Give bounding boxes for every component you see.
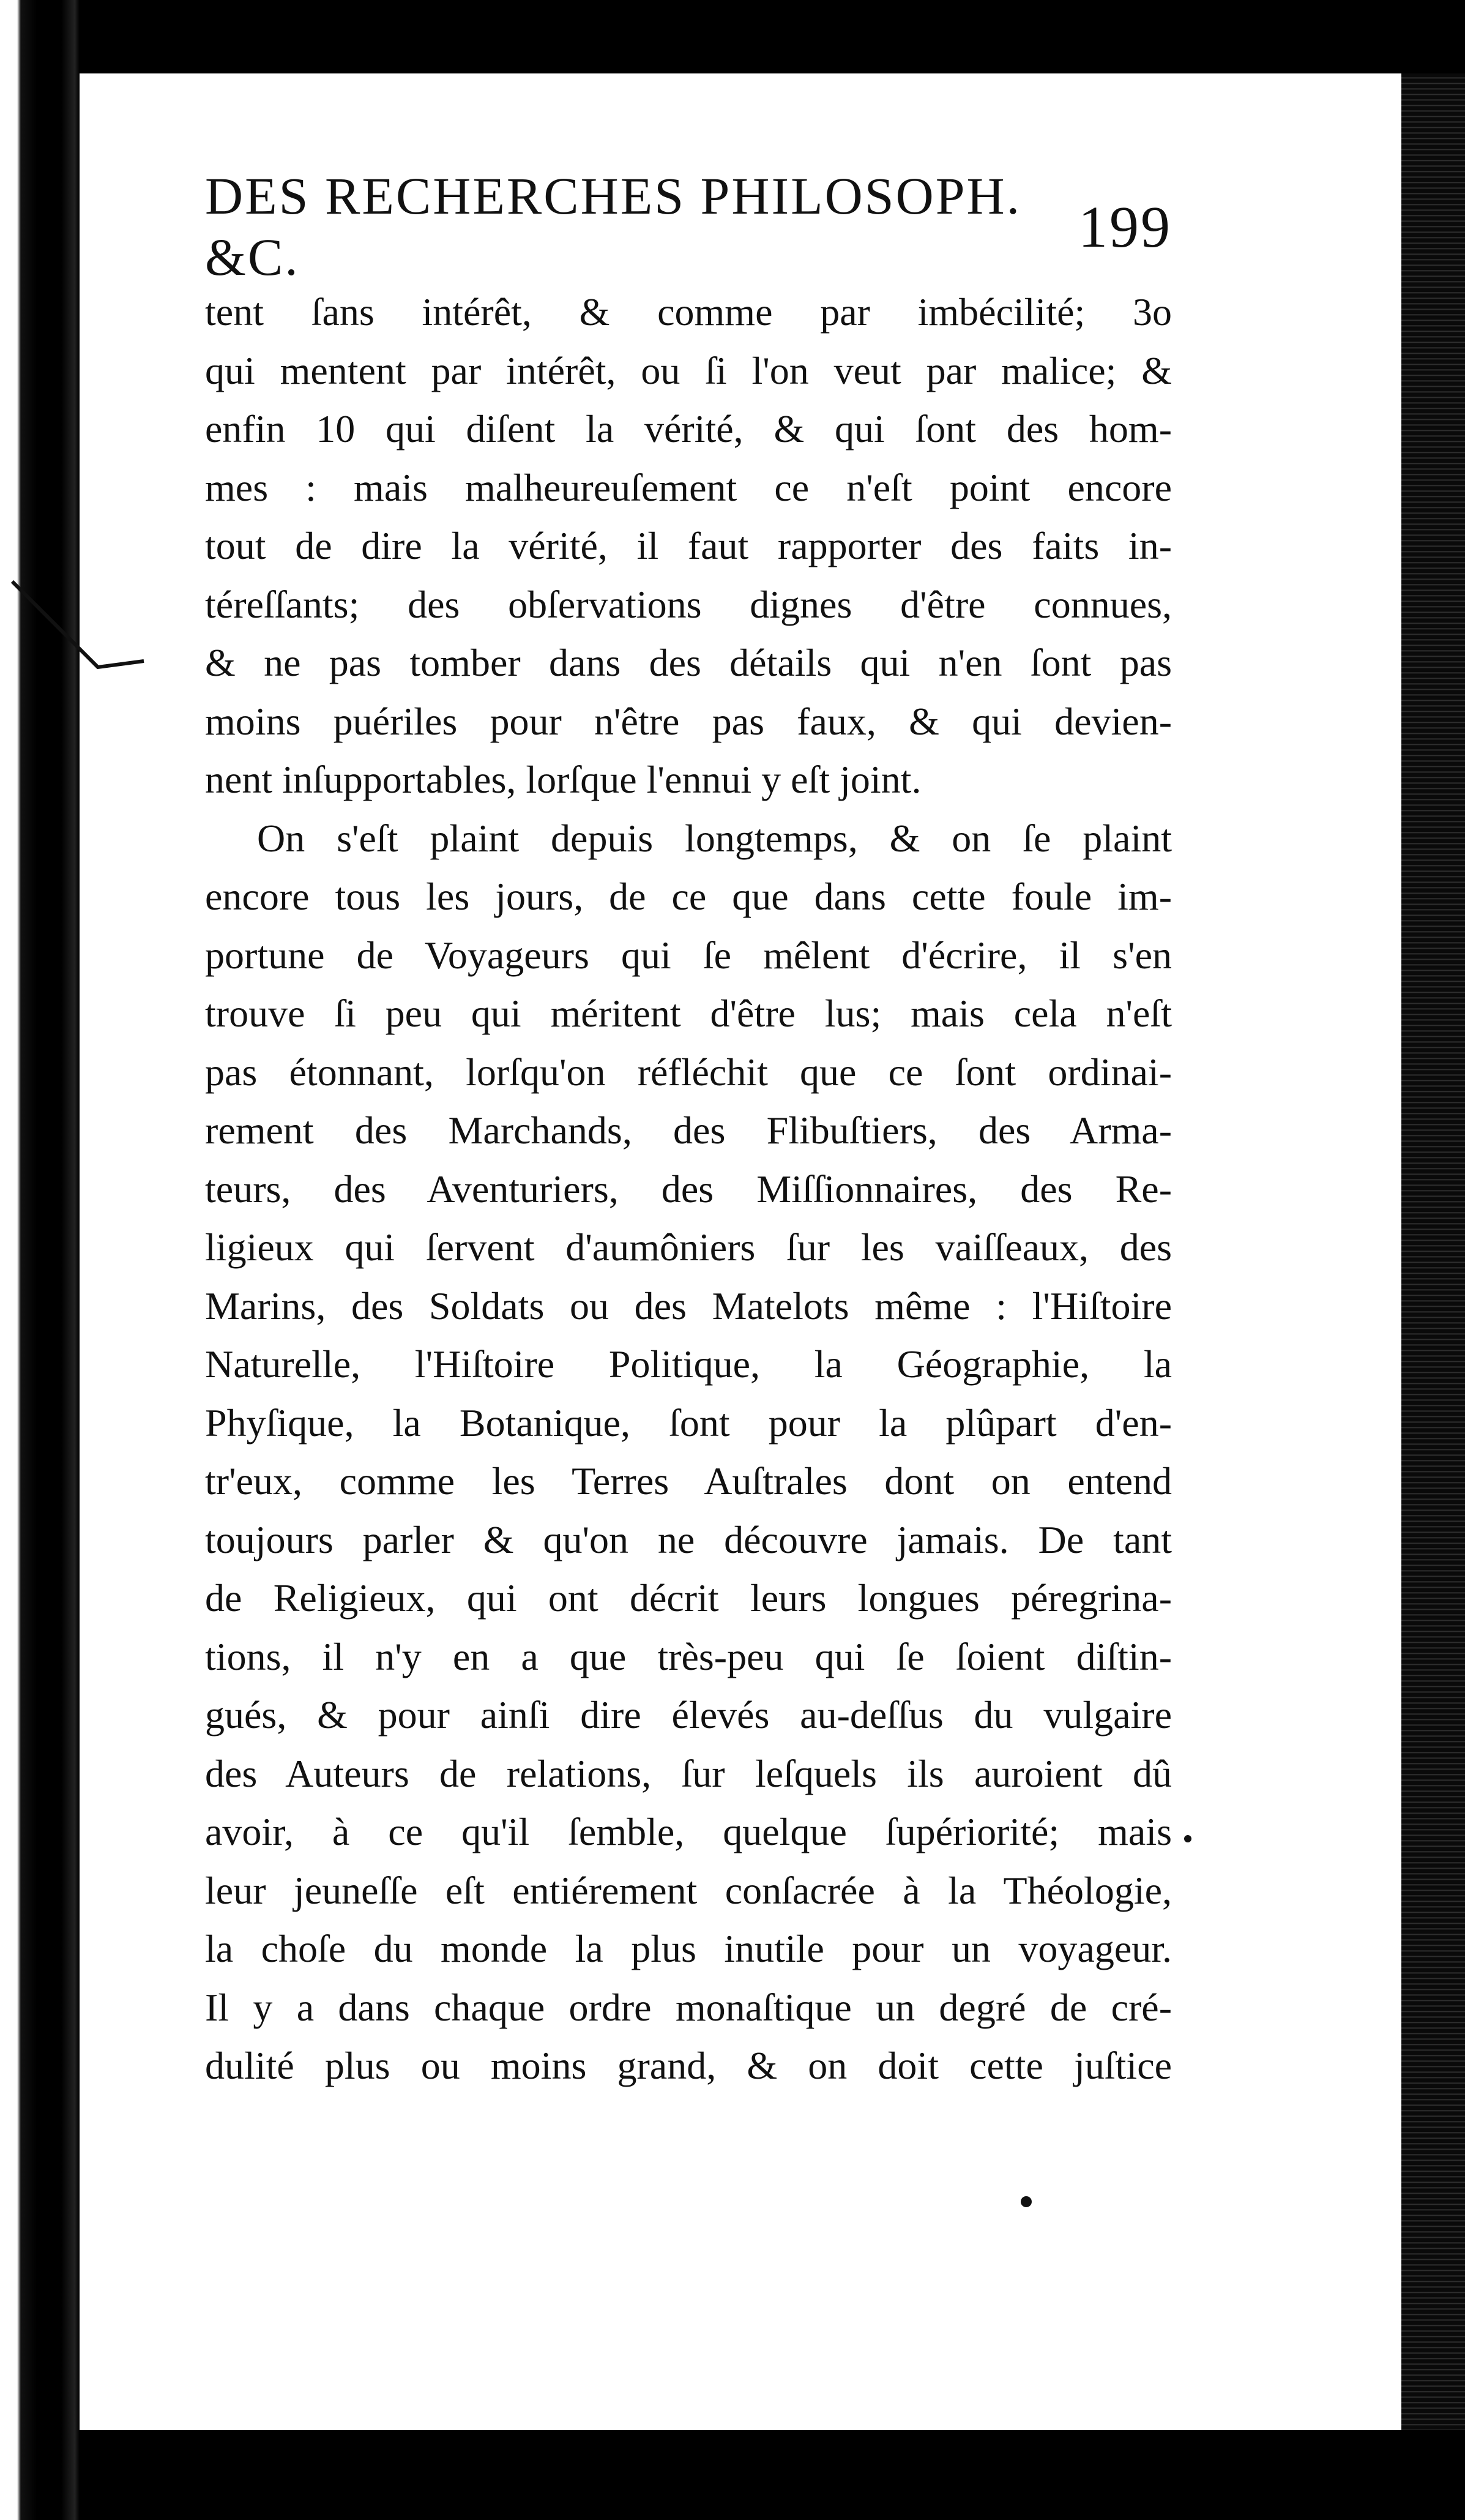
- text-line: tr'eux, comme les Terres Auſtrales dont on entend: [205, 1459, 1172, 1503]
- text-line: toujours parler & qu'on ne découvre jamais. De tant: [205, 1517, 1172, 1561]
- page-bottom-edge: [80, 2430, 1465, 2520]
- ink-dot: [1184, 1835, 1191, 1842]
- text-line: tout de dire la vérité, il faut rapporter des faits in-: [205, 524, 1172, 567]
- text-line: trouve ſi peu qui méritent d'être lus; mais cela n'eſt: [205, 992, 1172, 1035]
- text-line: de Religieux, qui ont décrit leurs longues péregrina-: [205, 1576, 1172, 1620]
- text-line: des Auteurs de relations, ſur leſquels ils auroient dû: [205, 1751, 1172, 1795]
- ink-dot: [1021, 2196, 1032, 2207]
- page-number: 199: [1078, 193, 1172, 260]
- text-line: ligieux qui ſervent d'aumôniers ſur les vaiſſeaux, des: [205, 1225, 1172, 1269]
- text-line: nent inſupportables, lorſque l'ennui y eſt joint.: [205, 758, 922, 801]
- text-line: teurs, des Aventuriers, des Miſſionnaires, des Re-: [205, 1167, 1172, 1211]
- text-line: Phyſique, la Botanique, ſont pour la plûpart d'en-: [205, 1400, 1172, 1445]
- running-header: [205, 166, 1172, 286]
- text-line: la choſe du monde la plus inutile pour un voyageur.: [205, 1927, 1172, 1970]
- text-line: portune de Voyageurs qui ſe mêlent d'écrire, il s'en: [205, 933, 1172, 977]
- text-line: mes : mais malheureuſement ce n'eſt point encore: [205, 465, 1172, 509]
- text-line: leur jeuneſſe eſt entiérement conſacrée à la Théologie,: [205, 1868, 1172, 1912]
- page-right-edge: [1401, 73, 1465, 2430]
- text-line: tions, il n'y en a que très-peu qui ſe ſoient diſtin-: [205, 1634, 1172, 1678]
- text-line: avoir, à ce qu'il ſemble, quelque ſupériorité; mais: [205, 1810, 1172, 1853]
- margin-arrow-mark: [6, 569, 147, 692]
- text-line: tent ſans intérêt, & comme par imbécilité; 3o: [205, 290, 1172, 334]
- text-line: & ne pas tomber dans des détails qui n'en ſont pas: [205, 641, 1172, 684]
- text-line: dulité plus ou moins grand, & on doit cette juſtice: [205, 2044, 1172, 2087]
- text-line: gués, & pour ainſi dire élevés au-deſſus du vulgaire: [205, 1693, 1172, 1737]
- text-line: Marins, des Soldats ou des Matelots même : l'Hiſtoire: [205, 1284, 1172, 1328]
- text-line: rement des Marchands, des Flibuſtiers, des Arma-: [205, 1109, 1172, 1152]
- text-line: On s'eſt plaint depuis longtemps, & on ſe plaint: [257, 816, 1172, 860]
- text-line: moins puériles pour n'être pas faux, & qui devien-: [205, 699, 1172, 743]
- text-line: encore tous les jours, de ce que dans cette foule im-: [205, 875, 1172, 918]
- body-text: [205, 283, 1172, 2095]
- text-line: qui mentent par intérêt, ou ſi l'on veut par malice; &: [205, 348, 1172, 392]
- text-line: Il y a dans chaque ordre monaſtique un degré de cré-: [205, 1985, 1172, 2029]
- text-line: téreſſants; des obſervations dignes d'être connues,: [205, 582, 1172, 626]
- text-line: enfin 10 qui diſent la vérité, & qui ſont des hom-: [205, 407, 1172, 451]
- page-gutter: [0, 0, 80, 2520]
- running-title: DES RECHERCHES PHILOSOPH. &C.: [205, 166, 1022, 286]
- text-line: pas étonnant, lorſqu'on réfléchit que ce ſont ordinai-: [205, 1050, 1172, 1094]
- text-line: Naturelle, l'Hiſtoire Politique, la Géographie, la: [205, 1342, 1172, 1386]
